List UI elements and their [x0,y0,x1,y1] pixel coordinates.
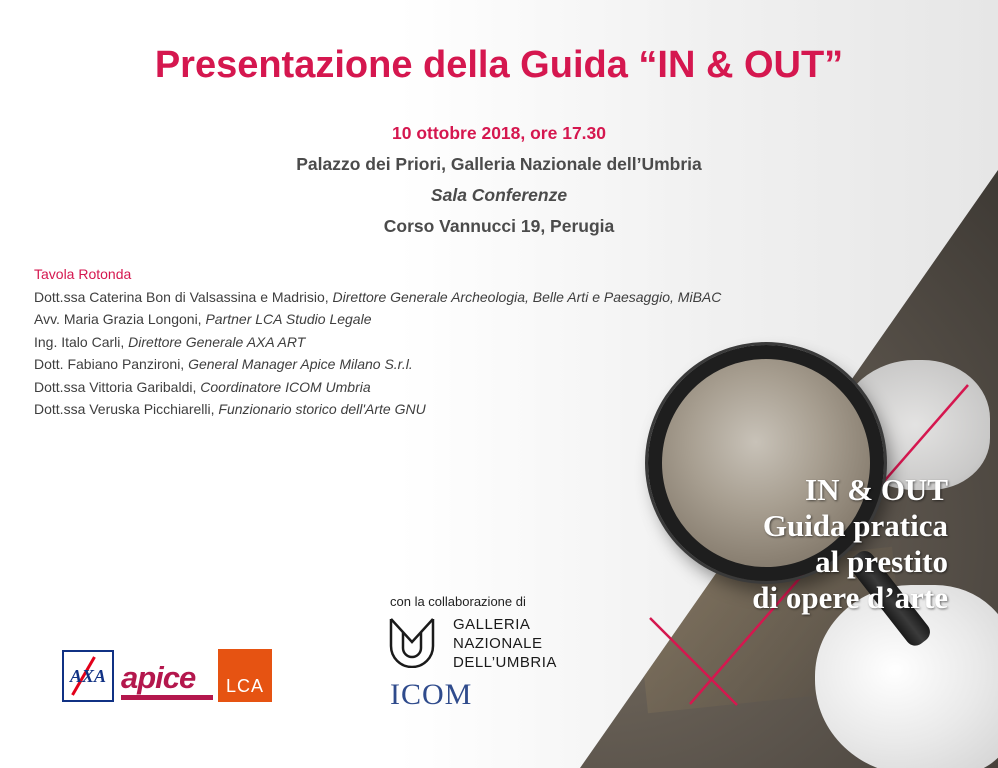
lca-logo: LCA [218,649,272,702]
apice-underline [121,695,213,700]
speaker-name: Dott.ssa Caterina Bon di Valsassina e Madrisio, [34,288,333,305]
speaker-role: Coordinatore ICOM Umbria [200,378,371,395]
event-address: Corso Vannucci 19, Perugia [383,216,615,236]
galleria-nazionale-name [453,615,557,672]
icom-logo: ICOM [390,678,473,711]
speakers-list [34,263,721,421]
speaker-row [34,308,721,331]
speaker-role: Partner LCA Studio Legale [205,311,372,327]
galleria-nazionale-logo-icon [388,616,436,668]
axa-logo [62,650,114,702]
red-line-lower [650,618,737,705]
tavola-heading: Tavola Rotonda [34,266,132,282]
speaker-name: Dott.ssa Veruska Picchiarelli, [34,401,219,417]
gnu-line: DELL’UMBRIA [453,654,557,671]
speaker-row [34,376,721,399]
collaboration-label: con la collaborazione di [390,594,526,609]
speaker-name: Avv. Maria Grazia Longoni, [34,311,206,327]
guide-title-line: di opere d’arte [752,580,948,615]
gnu-line: GALLERIA [453,616,531,633]
page-title: Presentazione della Guida “IN & OUT” [154,44,844,86]
speaker-role: Direttore Generale AXA ART [128,333,306,350]
guide-title-line: Guida pratica [762,508,948,543]
guide-title-line: IN & OUT [805,472,948,507]
event-date: 10 ottobre 2018, ore 17.30 [392,123,606,143]
axa-logo-text: AXA [69,666,107,686]
speaker-role: General Manager Apice Milano S.r.l. [188,356,413,372]
guide-title-line: al prestito [815,544,948,579]
event-room: Sala Conferenze [430,185,568,205]
speaker-row [34,331,721,354]
speaker-name: Dott. Fabiano Panzironi, [34,356,189,372]
gnu-line: NAZIONALE [453,635,543,652]
speaker-row [34,353,721,376]
speaker-role: Funzionario storico dell'Arte GNU [218,401,426,417]
speaker-name: Ing. Italo Carli, [34,333,129,350]
speaker-role: Direttore Generale Archeologia, Belle Arti e Paesaggio, MiBAC [332,288,722,305]
apice-logo-text: apice [121,660,196,695]
event-venue: Palazzo dei Priori, Galleria Nazionale dell’Umbria [296,154,702,174]
apice-logo [121,658,213,700]
guide-cover-title [752,472,948,616]
speaker-row [34,286,721,309]
event-details [0,118,998,242]
speaker-name: Dott.ssa Vittoria Garibaldi, [34,378,201,395]
speaker-row [34,398,721,421]
